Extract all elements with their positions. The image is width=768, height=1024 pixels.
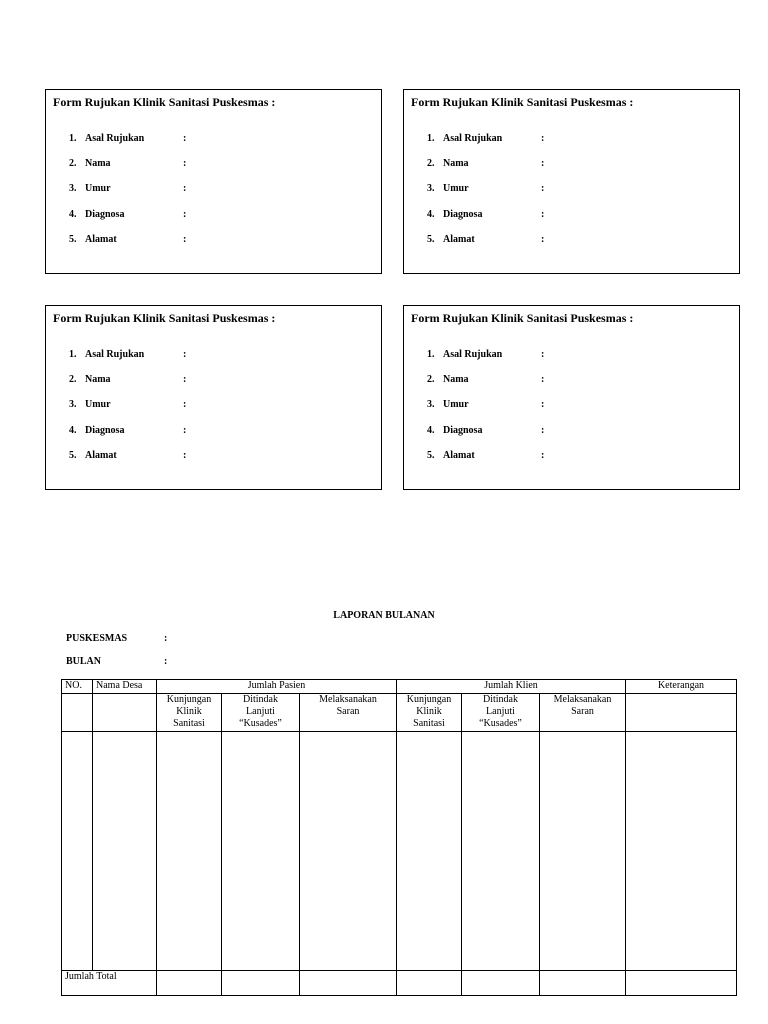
total-cell [222, 971, 300, 996]
field-number: 1. [69, 133, 77, 144]
referral-form-card [45, 89, 382, 274]
field-number: 1. [69, 349, 77, 360]
field-colon: : [541, 425, 545, 436]
field-label: Umur [85, 399, 111, 410]
body-cell [626, 732, 737, 971]
total-cell [540, 971, 626, 996]
referral-form-card [403, 305, 740, 490]
referral-field-row [427, 209, 544, 221]
total-cell [626, 971, 737, 996]
group-jumlah-pasien-header: Jumlah Pasien [157, 680, 397, 694]
referral-field-row [69, 425, 186, 437]
klien-ditindak-header: Ditindak Lanjuti “Kusades” [462, 694, 540, 732]
total-cell [397, 971, 462, 996]
field-label: Alamat [443, 450, 475, 461]
field-colon: : [541, 158, 545, 169]
field-colon: : [183, 209, 187, 220]
field-colon: : [183, 158, 187, 169]
referral-form-title: Form Rujukan Klinik Sanitasi Puskesmas : [53, 311, 276, 325]
empty-cell [93, 694, 157, 732]
referral-form-title: Form Rujukan Klinik Sanitasi Puskesmas : [411, 95, 634, 109]
field-label: Diagnosa [85, 425, 125, 436]
field-number: 3. [69, 183, 77, 194]
referral-field-row [427, 158, 544, 170]
field-colon: : [183, 183, 187, 194]
field-colon: : [541, 374, 545, 385]
field-number: 2. [69, 158, 77, 169]
referral-form-title: Form Rujukan Klinik Sanitasi Puskesmas : [411, 311, 634, 325]
referral-form-card [45, 305, 382, 490]
body-cell [462, 732, 540, 971]
field-number: 5. [427, 450, 435, 461]
data-body-row [62, 732, 737, 971]
field-number: 5. [69, 234, 77, 245]
bulan-colon: : [164, 656, 168, 667]
monthly-report-table [61, 679, 737, 996]
field-number: 3. [427, 399, 435, 410]
field-label: Asal Rujukan [443, 349, 503, 360]
header-row-1 [62, 680, 737, 694]
field-number: 1. [427, 349, 435, 360]
referral-field-row [69, 183, 186, 195]
col-no-header: NO. [62, 680, 93, 694]
field-label: Nama [443, 158, 469, 169]
field-label: Nama [85, 158, 111, 169]
field-colon: : [183, 450, 187, 461]
body-cell [540, 732, 626, 971]
field-number: 2. [69, 374, 77, 385]
body-cell [157, 732, 222, 971]
puskesmas-colon: : [164, 633, 168, 644]
bulan-label: BULAN [66, 656, 102, 667]
referral-field-row [427, 374, 544, 386]
referral-field-row [427, 450, 544, 462]
field-label: Umur [443, 183, 469, 194]
pasien-ditindak-header: Ditindak Lanjuti “Kusades” [222, 694, 300, 732]
referral-field-row [69, 234, 186, 246]
klien-melaksanakan-header: Melaksanakan Saran [540, 694, 626, 732]
referral-field-row [69, 450, 186, 462]
referral-field-row [427, 133, 544, 145]
field-colon: : [183, 133, 187, 144]
empty-cell [62, 694, 93, 732]
referral-field-row [69, 349, 186, 361]
referral-field-row [69, 158, 186, 170]
field-colon: : [183, 349, 187, 360]
field-colon: : [541, 209, 545, 220]
jumlah-total-label: Jumlah Total [62, 971, 157, 996]
total-cell [462, 971, 540, 996]
field-number: 4. [427, 425, 435, 436]
field-colon: : [541, 133, 545, 144]
field-number: 5. [69, 450, 77, 461]
referral-field-row [427, 234, 544, 246]
referral-form-title: Form Rujukan Klinik Sanitasi Puskesmas : [53, 95, 276, 109]
field-colon: : [183, 374, 187, 385]
field-number: 1. [427, 133, 435, 144]
pasien-melaksanakan-header: Melaksanakan Saran [300, 694, 397, 732]
field-number: 3. [427, 183, 435, 194]
field-number: 4. [427, 209, 435, 220]
puskesmas-row [66, 633, 167, 644]
field-label: Nama [443, 374, 469, 385]
field-label: Diagnosa [443, 209, 483, 220]
referral-form-card [403, 89, 740, 274]
field-label: Nama [85, 374, 111, 385]
body-cell [93, 732, 157, 971]
field-label: Asal Rujukan [443, 133, 503, 144]
field-label: Alamat [85, 450, 117, 461]
klien-kunjungan-header: Kunjungan Klinik Sanitasi [397, 694, 462, 732]
referral-field-row [427, 183, 544, 195]
field-number: 2. [427, 158, 435, 169]
field-number: 4. [69, 209, 77, 220]
referral-field-row [427, 349, 544, 361]
body-cell [62, 732, 93, 971]
puskesmas-label: PUSKESMAS [66, 633, 128, 644]
field-colon: : [541, 349, 545, 360]
field-number: 4. [69, 425, 77, 436]
header-row-2 [62, 694, 737, 732]
field-label: Diagnosa [443, 425, 483, 436]
empty-cell [626, 694, 737, 732]
body-cell [397, 732, 462, 971]
field-colon: : [541, 399, 545, 410]
field-colon: : [183, 399, 187, 410]
field-colon: : [541, 234, 545, 245]
referral-field-row [427, 399, 544, 411]
field-number: 5. [427, 234, 435, 245]
referral-field-row [69, 133, 186, 145]
field-label: Diagnosa [85, 209, 125, 220]
group-jumlah-klien-header: Jumlah Klien [397, 680, 626, 694]
field-label: Umur [85, 183, 111, 194]
field-colon: : [183, 234, 187, 245]
field-label: Umur [443, 399, 469, 410]
referral-field-row [69, 399, 186, 411]
total-row [62, 971, 737, 996]
field-colon: : [541, 183, 545, 194]
body-cell [300, 732, 397, 971]
field-number: 2. [427, 374, 435, 385]
field-colon: : [183, 425, 187, 436]
report-title: LAPORAN BULANAN [333, 610, 435, 621]
total-cell [157, 971, 222, 996]
field-label: Asal Rujukan [85, 133, 145, 144]
field-label: Alamat [443, 234, 475, 245]
field-label: Alamat [85, 234, 117, 245]
body-cell [222, 732, 300, 971]
total-cell [300, 971, 397, 996]
referral-field-row [427, 425, 544, 437]
col-nama-desa-header: Nama Desa [93, 680, 157, 694]
referral-field-row [69, 374, 186, 386]
col-keterangan-header: Keterangan [626, 680, 737, 694]
bulan-row [66, 656, 167, 667]
pasien-kunjungan-header: Kunjungan Klinik Sanitasi [157, 694, 222, 732]
referral-field-row [69, 209, 186, 221]
field-number: 3. [69, 399, 77, 410]
field-colon: : [541, 450, 545, 461]
field-label: Asal Rujukan [85, 349, 145, 360]
